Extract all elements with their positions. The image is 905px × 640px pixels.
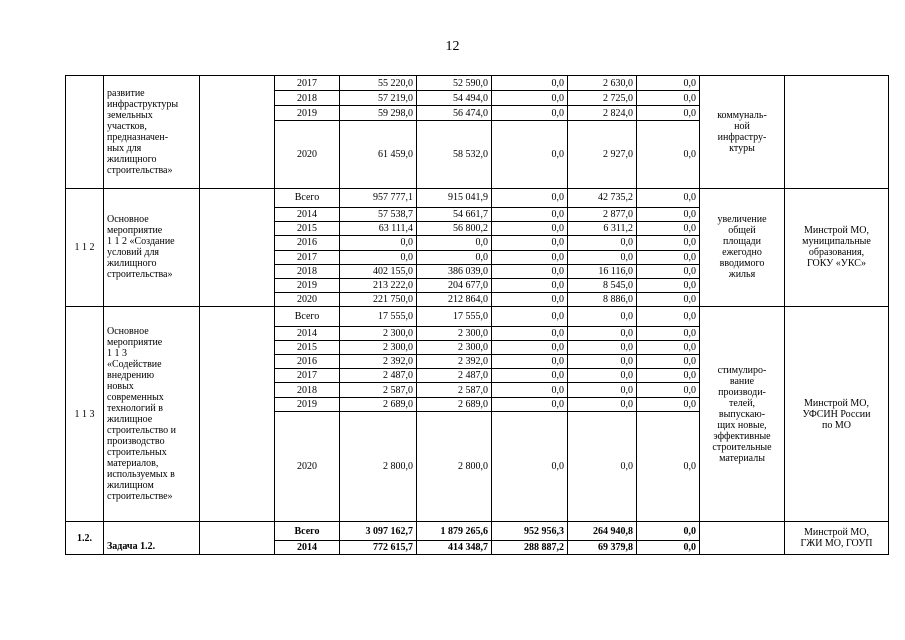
value-cell: 0,0 [492, 91, 568, 106]
table-row [66, 76, 889, 91]
value-cell: 2 689,0 [340, 397, 417, 411]
blank-cell [200, 76, 275, 189]
value-cell: 414 348,7 [417, 540, 492, 554]
value-cell: 221 750,0 [340, 293, 417, 307]
value-cell: 0,0 [568, 340, 637, 354]
year-cell: 2020 [275, 293, 340, 307]
value-cell: 6 311,2 [568, 222, 637, 236]
value-cell: 2 630,0 [568, 76, 637, 91]
owner-cell [785, 76, 889, 189]
value-cell: 0,0 [637, 383, 700, 397]
value-cell: 0,0 [568, 250, 637, 264]
year-cell: 2015 [275, 340, 340, 354]
value-cell: 0,0 [637, 91, 700, 106]
value-cell: 288 887,2 [492, 540, 568, 554]
value-cell: 2 392,0 [417, 355, 492, 369]
year-cell: 2019 [275, 106, 340, 120]
value-cell: 0,0 [417, 236, 492, 250]
blank-cell [200, 307, 275, 522]
value-cell: 0,0 [637, 264, 700, 278]
result-cell: увеличение общей площади ежегодно вводимого жилья [700, 188, 785, 307]
value-cell: 0,0 [492, 236, 568, 250]
value-cell: 2 800,0 [417, 411, 492, 522]
year-cell: 2016 [275, 355, 340, 369]
value-cell: 0,0 [637, 188, 700, 207]
value-cell: 2 587,0 [417, 383, 492, 397]
value-cell: 2 487,0 [340, 369, 417, 383]
value-cell: 0,0 [637, 207, 700, 221]
value-cell: 2 877,0 [568, 207, 637, 221]
value-cell: 0,0 [492, 106, 568, 120]
code-cell [66, 76, 104, 189]
value-cell: 54 661,7 [417, 207, 492, 221]
value-cell: 0,0 [637, 278, 700, 292]
task-name-cell: Задача 1.2. [104, 522, 200, 555]
result-cell: стимулиро- вание производи- телей, выпускаю- щих новые, эффективные строительные материалы [700, 307, 785, 522]
value-cell: 0,0 [492, 293, 568, 307]
value-cell: 42 735,2 [568, 188, 637, 207]
value-cell: 0,0 [492, 120, 568, 188]
year-cell: Всего [275, 188, 340, 207]
value-cell: 57 538,7 [340, 207, 417, 221]
year-cell: 2018 [275, 264, 340, 278]
year-cell: 2017 [275, 76, 340, 91]
value-cell: 58 532,0 [417, 120, 492, 188]
value-cell: 0,0 [637, 76, 700, 91]
value-cell: 772 615,7 [340, 540, 417, 554]
value-cell: 61 459,0 [340, 120, 417, 188]
value-cell: 0,0 [637, 250, 700, 264]
value-cell: 59 298,0 [340, 106, 417, 120]
year-cell: 2020 [275, 120, 340, 188]
measure-name-cell: Основное мероприятие 1 1 2 «Создание условий для жилищного строительства» [104, 188, 200, 307]
value-cell: 0,0 [492, 307, 568, 326]
value-cell: 0,0 [637, 397, 700, 411]
value-cell: 264 940,8 [568, 522, 637, 540]
code-cell: 1 1 3 [66, 307, 104, 522]
year-cell: 2018 [275, 91, 340, 106]
value-cell: 2 300,0 [417, 340, 492, 354]
year-cell: 2017 [275, 250, 340, 264]
measure-name-cell: Основное мероприятие 1 1 3 «Содействие внедрению новых современных технологий в жилищное строительство и производство строительных материалов, используемых в жилищном строительстве» [104, 307, 200, 522]
value-cell: 0,0 [492, 76, 568, 91]
value-cell: 17 555,0 [417, 307, 492, 326]
value-cell: 0,0 [637, 222, 700, 236]
value-cell: 0,0 [492, 207, 568, 221]
year-cell: 2015 [275, 222, 340, 236]
value-cell: 0,0 [492, 222, 568, 236]
value-cell: 0,0 [417, 250, 492, 264]
value-cell: 2 927,0 [568, 120, 637, 188]
blank-cell [200, 188, 275, 307]
year-cell: 2019 [275, 397, 340, 411]
value-cell: 3 097 162,7 [340, 522, 417, 540]
value-cell: 386 039,0 [417, 264, 492, 278]
value-cell: 402 155,0 [340, 264, 417, 278]
value-cell: 2 800,0 [340, 411, 417, 522]
value-cell: 0,0 [637, 106, 700, 120]
page-number: 12 [445, 39, 460, 54]
year-cell: Всего [275, 307, 340, 326]
year-cell: 2014 [275, 207, 340, 221]
value-cell: 0,0 [568, 236, 637, 250]
value-cell: 0,0 [637, 120, 700, 188]
year-cell: 2017 [275, 369, 340, 383]
year-cell: Всего [275, 522, 340, 540]
value-cell: 0,0 [568, 369, 637, 383]
value-cell: 212 864,0 [417, 293, 492, 307]
value-cell: 0,0 [637, 326, 700, 340]
table-row [66, 188, 889, 207]
value-cell: 0,0 [492, 278, 568, 292]
value-cell: 0,0 [492, 188, 568, 207]
value-cell: 0,0 [637, 307, 700, 326]
value-cell: 0,0 [492, 369, 568, 383]
value-cell: 0,0 [492, 397, 568, 411]
value-cell: 0,0 [637, 236, 700, 250]
value-cell: 2 824,0 [568, 106, 637, 120]
value-cell: 0,0 [637, 340, 700, 354]
year-cell: 2014 [275, 540, 340, 554]
value-cell: 57 219,0 [340, 91, 417, 106]
value-cell: 0,0 [492, 340, 568, 354]
owner-cell: Минстрой МО, ГЖИ МО, ГОУП [785, 522, 889, 555]
value-cell: 0,0 [492, 355, 568, 369]
value-cell: 8 886,0 [568, 293, 637, 307]
value-cell: 0,0 [568, 411, 637, 522]
value-cell: 0,0 [568, 383, 637, 397]
year-cell: 2016 [275, 236, 340, 250]
value-cell: 0,0 [492, 250, 568, 264]
value-cell: 0,0 [492, 264, 568, 278]
value-cell: 0,0 [637, 411, 700, 522]
value-cell: 0,0 [637, 540, 700, 554]
value-cell: 1 879 265,6 [417, 522, 492, 540]
table-row [66, 522, 889, 540]
value-cell: 55 220,0 [340, 76, 417, 91]
value-cell: 0,0 [568, 355, 637, 369]
owner-cell: Минстрой МО, муниципальные образования, ГОКУ «УКС» [785, 188, 889, 307]
value-cell: 0,0 [492, 326, 568, 340]
year-cell: 2014 [275, 326, 340, 340]
value-cell: 2 392,0 [340, 355, 417, 369]
value-cell: 915 041,9 [417, 188, 492, 207]
result-cell: коммуналь- ной инфрастру- ктуры [700, 76, 785, 189]
code-cell: 1.2. [66, 522, 104, 555]
value-cell: 56 474,0 [417, 106, 492, 120]
year-cell: 2020 [275, 411, 340, 522]
blank-cell [200, 522, 275, 555]
value-cell: 0,0 [492, 411, 568, 522]
value-cell: 2 587,0 [340, 383, 417, 397]
value-cell: 56 800,2 [417, 222, 492, 236]
value-cell: 0,0 [568, 397, 637, 411]
value-cell: 0,0 [340, 236, 417, 250]
value-cell: 2 487,0 [417, 369, 492, 383]
value-cell: 8 545,0 [568, 278, 637, 292]
value-cell: 16 116,0 [568, 264, 637, 278]
value-cell: 0,0 [637, 522, 700, 540]
value-cell: 0,0 [492, 383, 568, 397]
value-cell: 52 590,0 [417, 76, 492, 91]
value-cell: 2 300,0 [340, 340, 417, 354]
value-cell: 0,0 [340, 250, 417, 264]
value-cell: 63 111,4 [340, 222, 417, 236]
measure-name-cell: развитие инфраструктуры земельных участков, предназначен- ных для жилищного строительства» [104, 76, 200, 189]
value-cell: 0,0 [637, 293, 700, 307]
value-cell: 0,0 [568, 307, 637, 326]
result-cell [700, 522, 785, 555]
table-row [66, 307, 889, 326]
budget-table [65, 75, 889, 555]
value-cell: 213 222,0 [340, 278, 417, 292]
value-cell: 2 725,0 [568, 91, 637, 106]
value-cell: 17 555,0 [340, 307, 417, 326]
value-cell: 957 777,1 [340, 188, 417, 207]
value-cell: 0,0 [637, 355, 700, 369]
year-cell: 2019 [275, 278, 340, 292]
year-cell: 2018 [275, 383, 340, 397]
value-cell: 2 300,0 [340, 326, 417, 340]
value-cell: 204 677,0 [417, 278, 492, 292]
value-cell: 0,0 [637, 369, 700, 383]
value-cell: 54 494,0 [417, 91, 492, 106]
value-cell: 69 379,8 [568, 540, 637, 554]
value-cell: 2 689,0 [417, 397, 492, 411]
value-cell: 2 300,0 [417, 326, 492, 340]
owner-cell: Минстрой МО, УФСИН России по МО [785, 307, 889, 522]
value-cell: 0,0 [568, 326, 637, 340]
code-cell: 1 1 2 [66, 188, 104, 307]
value-cell: 952 956,3 [492, 522, 568, 540]
